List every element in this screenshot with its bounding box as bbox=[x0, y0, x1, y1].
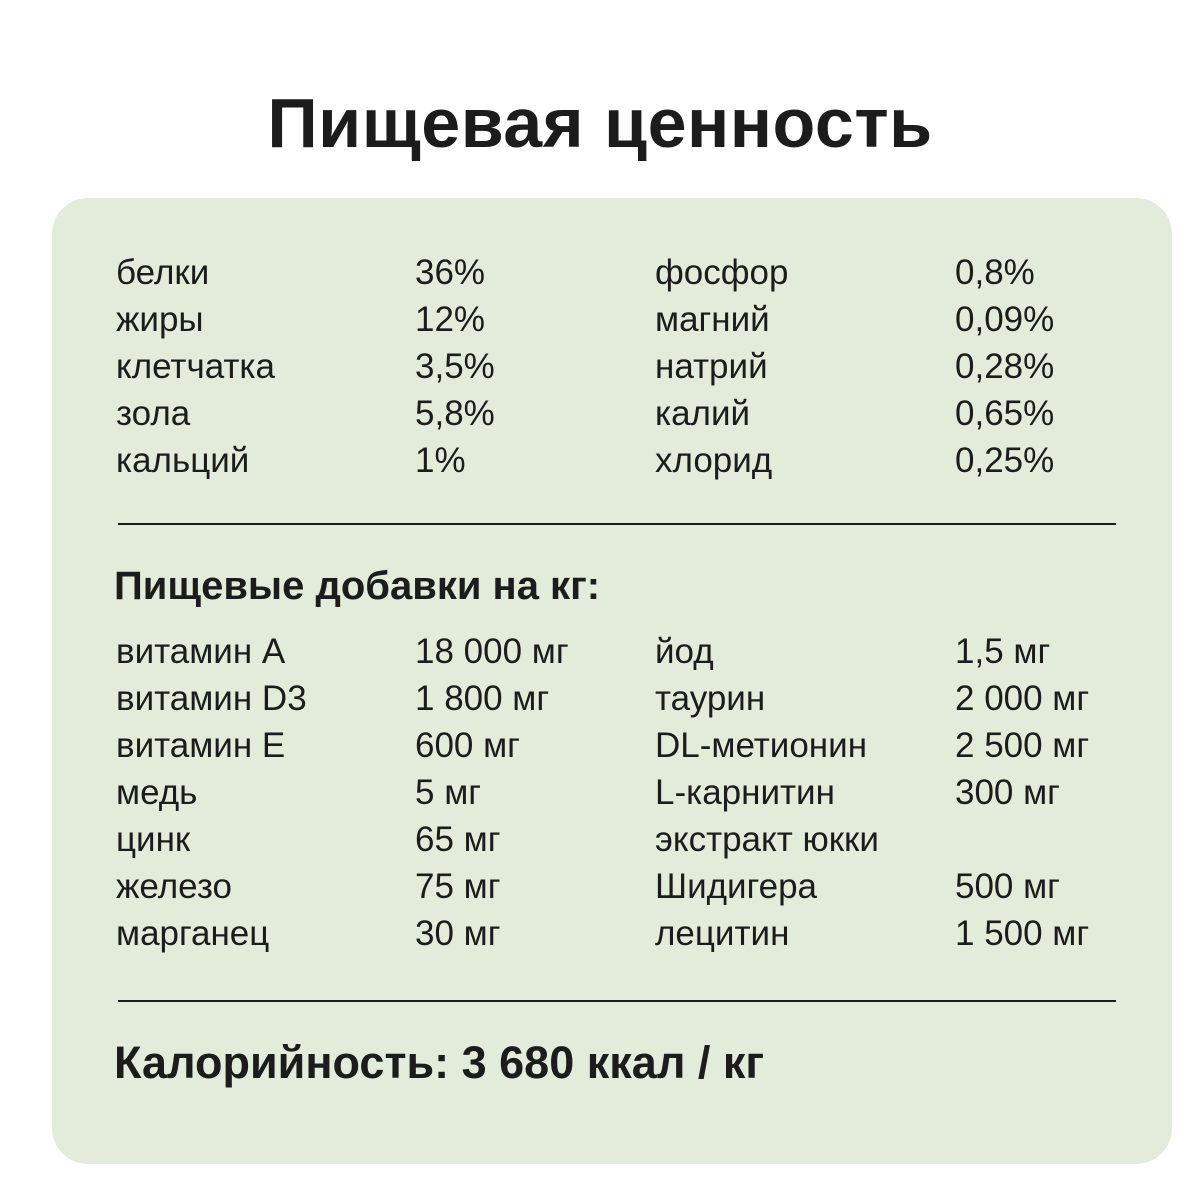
additive-value: 1,5 мг bbox=[955, 632, 1051, 671]
additive-name: витамин А bbox=[116, 632, 286, 671]
nutrient-name: натрий bbox=[655, 347, 768, 386]
nutrient-name: магний bbox=[655, 300, 770, 339]
additive-name: витамин D3 bbox=[116, 679, 307, 718]
additive-name: L-карнитин bbox=[655, 773, 835, 812]
additives-heading: Пищевые добавки на кг: bbox=[114, 564, 601, 608]
nutrient-name: хлорид bbox=[655, 441, 773, 480]
nutrient-name: кальций bbox=[116, 441, 250, 480]
nutrient-value: 36% bbox=[415, 253, 486, 292]
additive-value: 600 мг bbox=[415, 726, 520, 765]
nutrient-name: белки bbox=[116, 253, 210, 292]
additive-value: 1 800 мг bbox=[415, 679, 550, 718]
additive-name: цинк bbox=[116, 820, 191, 859]
nutrient-value: 5,8% bbox=[415, 394, 495, 433]
additive-value bbox=[955, 816, 1155, 863]
nutrition-card bbox=[52, 198, 1172, 1164]
additive-value: 18 000 мг bbox=[415, 632, 569, 671]
additive-name: марганец bbox=[116, 914, 270, 953]
additive-name: таурин bbox=[655, 679, 766, 718]
nutrient-value: 1% bbox=[415, 441, 466, 480]
nutrient-value: 3,5% bbox=[415, 347, 495, 386]
additive-name: йод bbox=[655, 632, 714, 671]
additive-value: 30 мг bbox=[415, 914, 501, 953]
nutrient-value: 12% bbox=[415, 300, 486, 339]
section-divider bbox=[118, 1000, 1116, 1002]
additive-value: 1 500 мг bbox=[955, 914, 1090, 953]
additive-name: медь bbox=[116, 773, 198, 812]
additive-value: 500 мг bbox=[955, 867, 1060, 906]
additive-value: 2 000 мг bbox=[955, 679, 1090, 718]
nutrient-value: 0,8% bbox=[955, 253, 1035, 292]
nutrient-name: фосфор bbox=[655, 253, 789, 292]
additive-name: DL-метионин bbox=[655, 726, 868, 765]
additive-value: 2 500 мг bbox=[955, 726, 1090, 765]
nutrient-value: 0,28% bbox=[955, 347, 1055, 386]
additive-value: 300 мг bbox=[955, 773, 1060, 812]
additive-value: 75 мг bbox=[415, 867, 501, 906]
page-title: Пищевая ценность bbox=[267, 84, 933, 162]
additive-name: Шидигера bbox=[655, 867, 817, 906]
calorie-content: Калорийность: 3 680 ккал / кг bbox=[114, 1037, 765, 1088]
additive-value: 5 мг bbox=[415, 773, 482, 812]
additive-value: 65 мг bbox=[415, 820, 501, 859]
additive-name: лецитин bbox=[655, 914, 790, 953]
nutrient-name: клетчатка bbox=[116, 347, 275, 386]
additive-name: витамин Е bbox=[116, 726, 286, 765]
additives-table bbox=[116, 628, 1155, 957]
nutrient-value: 0,25% bbox=[955, 441, 1055, 480]
nutrient-name: зола bbox=[116, 394, 191, 433]
nutrient-name: жиры bbox=[116, 300, 204, 339]
additive-name: экстракт юкки bbox=[655, 820, 879, 859]
section-divider bbox=[118, 523, 1116, 525]
nutrient-name: калий bbox=[655, 394, 751, 433]
nutrient-value: 0,65% bbox=[955, 394, 1055, 433]
macronutrient-table bbox=[116, 249, 1155, 484]
additive-name: железо bbox=[116, 867, 232, 906]
nutrient-value: 0,09% bbox=[955, 300, 1055, 339]
